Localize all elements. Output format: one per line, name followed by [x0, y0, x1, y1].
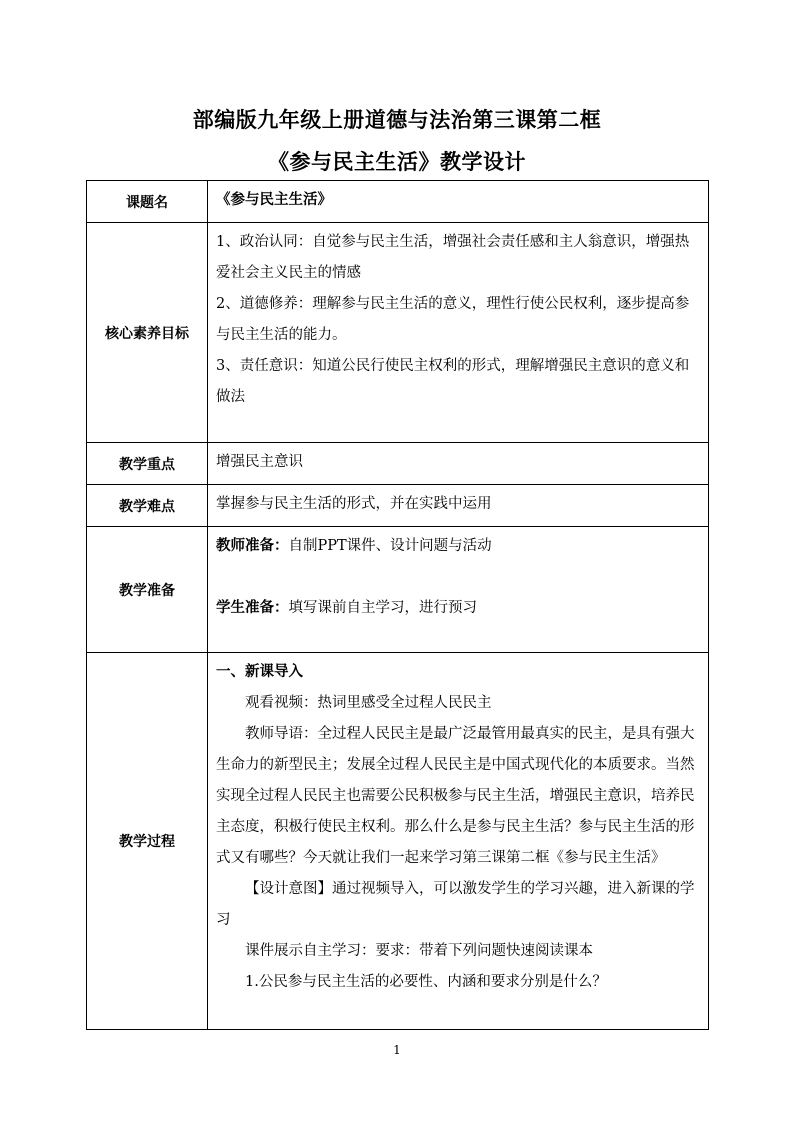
- preparation-label: 教学准备: [87, 527, 208, 653]
- table-row-difficulty: [87, 485, 709, 527]
- process-design-intent: [216, 874, 700, 936]
- design-intent-label: 【设计意图】: [245, 881, 332, 897]
- document-title-line1: 部编版九年级上册道德与法治第三课第二框: [192, 108, 602, 132]
- process-self-study: 课件展示自主学习：要求：带着下列问题快速阅读课本: [245, 943, 593, 959]
- table-row-goals: [87, 223, 709, 443]
- topic-value: [208, 181, 709, 223]
- teacher-prep-label: 教师准备：: [216, 538, 289, 554]
- table-row-key-point: [87, 443, 709, 485]
- process-label: 教学过程: [87, 653, 208, 1030]
- lesson-plan-table: [86, 180, 709, 1030]
- topic-label: 课题名: [87, 181, 208, 223]
- teacher-prep: [216, 531, 700, 562]
- process-question-1: 1.公民参与民主生活的必要性、内涵和要求分别是什么？: [245, 974, 607, 990]
- goal-item-1: 1、政治认同：自觉参与民主生活，增强社会责任感和主人翁意识，增强热爱社会主义民主的情感: [216, 234, 690, 281]
- document-title-line2: 《参与民主生活》教学设计: [268, 150, 526, 174]
- student-prep-text: 填写课前自主学习，进行预习: [288, 600, 477, 616]
- design-intent-text: 通过视频导入，可以激发学生的学习兴趣，进入新课的学习: [216, 881, 695, 928]
- teacher-prep-text: 自制PPT课件、设计问题与活动: [288, 538, 492, 554]
- goals-content: [208, 223, 709, 443]
- goals-label: 核心素养目标: [87, 223, 208, 443]
- topic-text: 《参与民主生活》: [216, 192, 332, 208]
- process-teacher-intro: 教师导语：全过程人民民主是最广泛最管用最真实的民主，是具有强大生命力的新型民主；发展全过程人民民主是中国式现代化的本质要求。当然实现全过程人民民主也需要公民积极参与民主生活，增强民主意识，培养民主态度，积极行使民主权利。那么什么是参与民主生活？参与民主生活的形式又有哪些？今天就让我们一起来学习第三课第二框《参与民主生活》: [216, 726, 695, 866]
- difficulty-label: 教学难点: [87, 485, 208, 527]
- goal-item-2: 2、道德修养：理解参与民主生活的意义，理性行使公民权利，逐步提高参与民主生活的能力。: [216, 296, 690, 343]
- key-point-value: 增强民主意识: [208, 443, 709, 485]
- preparation-content: [208, 527, 709, 653]
- page-number: 1: [393, 1043, 401, 1057]
- table-row-topic: [87, 181, 709, 223]
- process-video: 观看视频：热词里感受全过程人民民主: [245, 695, 492, 711]
- student-prep-label: 学生准备：: [216, 600, 289, 616]
- key-point-label: 教学重点: [87, 443, 208, 485]
- table-row-process: [87, 653, 709, 1030]
- process-content: [208, 653, 709, 1030]
- difficulty-value: 掌握参与民主生活的形式，并在实践中运用: [208, 485, 709, 527]
- table-row-preparation: [87, 527, 709, 653]
- process-section-title: 一、新课导入: [216, 664, 303, 680]
- goal-item-3: 3、责任意识：知道公民行使民主权利的形式，理解增强民主意识的意义和做法: [216, 358, 690, 405]
- student-prep: [216, 593, 700, 624]
